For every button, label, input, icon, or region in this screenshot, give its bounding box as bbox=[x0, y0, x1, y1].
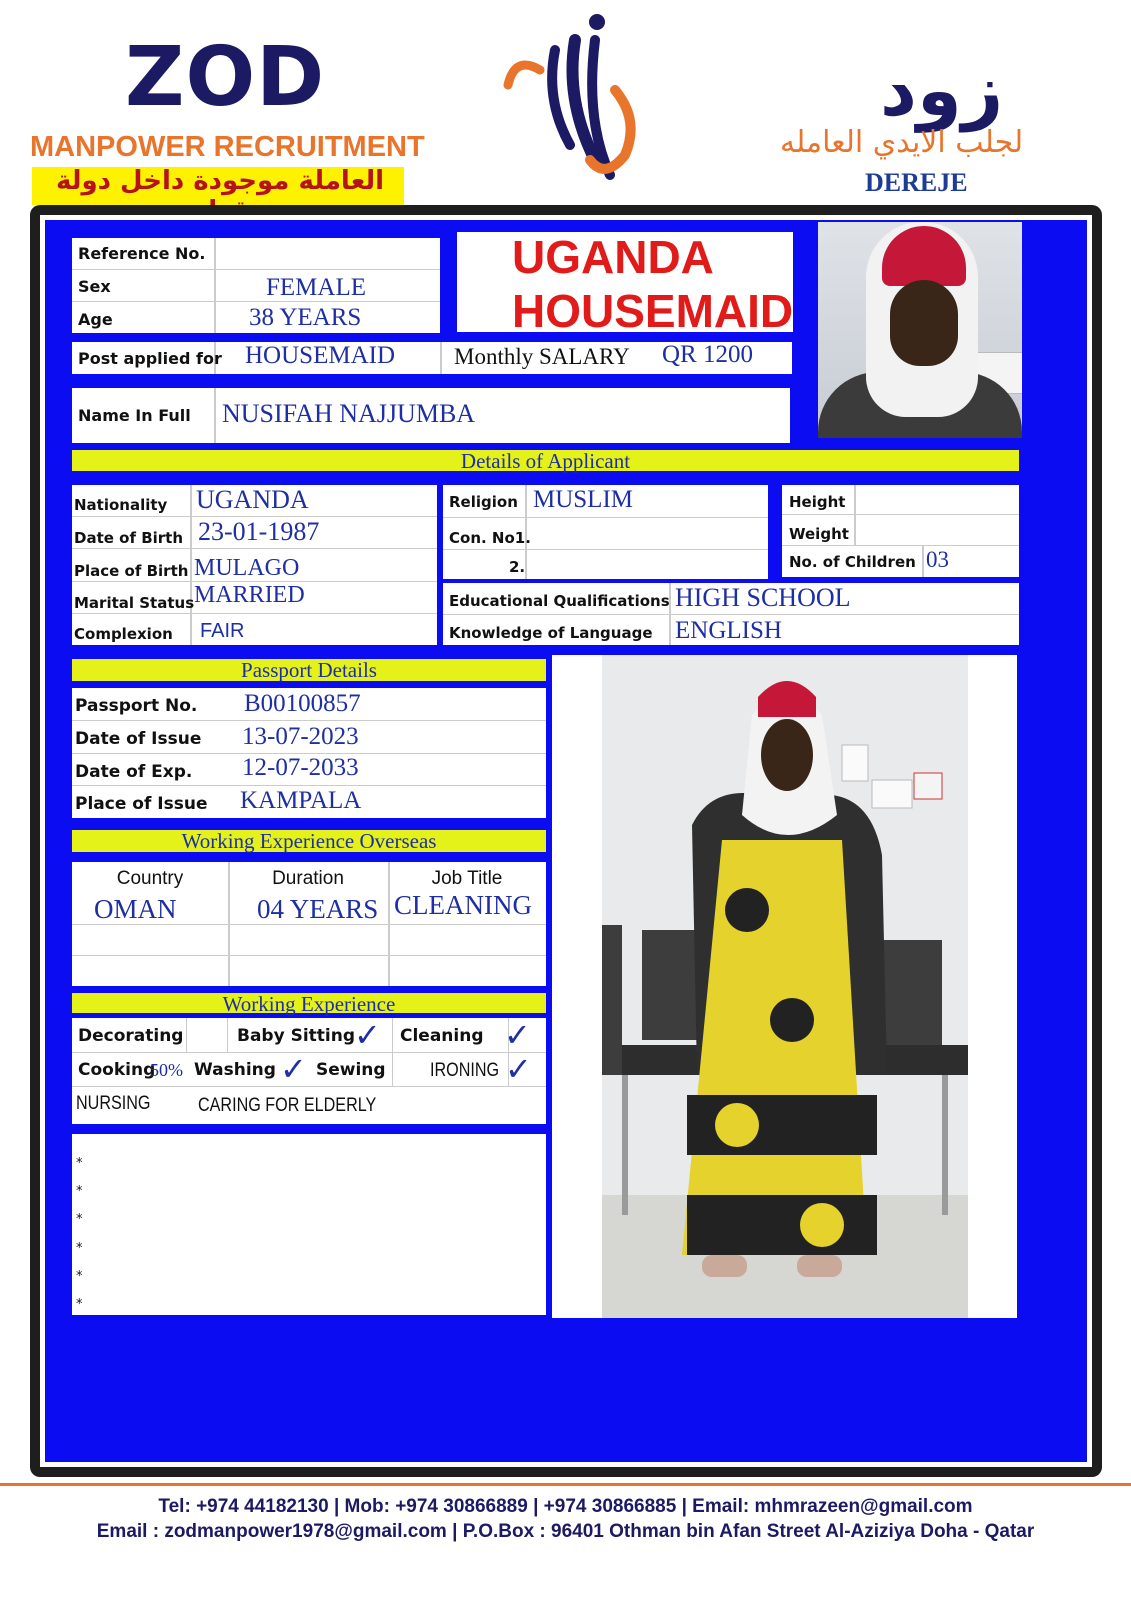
nationality-label: Nationality bbox=[74, 496, 168, 514]
name-row bbox=[72, 388, 790, 443]
column-header-duration: Duration bbox=[272, 868, 344, 889]
issue-date-label: Date of Issue bbox=[75, 729, 202, 749]
language-label: Knowledge of Language bbox=[449, 624, 653, 642]
divider bbox=[214, 388, 216, 443]
language-value: ENGLISH bbox=[675, 617, 782, 644]
age-value: 38 YEARS bbox=[249, 304, 362, 331]
age-label: Age bbox=[78, 310, 113, 329]
cleaning-check-icon: ✓ bbox=[504, 1016, 531, 1054]
divider bbox=[443, 614, 1019, 615]
brand-logo-text: ZOD bbox=[125, 30, 326, 125]
divider bbox=[72, 1052, 546, 1053]
skill-decorating: Decorating bbox=[78, 1026, 184, 1046]
religion-label: Religion bbox=[449, 493, 518, 511]
column-header-job-title: Job Title bbox=[431, 868, 503, 889]
divider bbox=[854, 485, 856, 545]
marital-value: MARRIED bbox=[194, 582, 305, 608]
salary-value: QR 1200 bbox=[662, 341, 753, 368]
salary-label: Monthly SALARY bbox=[454, 344, 630, 369]
note-bullet: * bbox=[76, 1269, 83, 1284]
ironing-check-icon: ✓ bbox=[505, 1050, 532, 1088]
title-position: HOUSEMAID bbox=[512, 285, 794, 337]
divider bbox=[190, 485, 192, 645]
physical-table bbox=[782, 485, 1019, 577]
divider bbox=[72, 301, 440, 302]
details-left-table bbox=[72, 485, 437, 645]
overseas-country: OMAN bbox=[94, 894, 177, 924]
complexion-label: Complexion bbox=[74, 625, 173, 643]
skill-washing: Washing bbox=[194, 1060, 276, 1080]
column-header-country: Country bbox=[116, 868, 184, 889]
reference-label: Reference No. bbox=[78, 244, 206, 263]
title-country: UGANDA bbox=[512, 231, 714, 283]
overseas-job-title: CLEANING bbox=[394, 890, 532, 920]
complexion-value: FAIR bbox=[200, 620, 245, 642]
note-bullet: * bbox=[76, 1156, 83, 1171]
footer-contact-line: Tel: +974 44182130 | Mob: +974 30866889 | +974 30866885 | Email: mhmrazeen@gmail.com bbox=[158, 1496, 973, 1517]
expiry-date-value: 12-07-2033 bbox=[242, 754, 359, 781]
arabic-note: العاملة موجودة داخل دولة bbox=[55, 166, 385, 196]
issue-date-value: 13-07-2023 bbox=[242, 723, 359, 750]
note-bullet: * bbox=[76, 1212, 83, 1227]
full-body-photo bbox=[602, 655, 968, 1318]
passport-no-value: B00100857 bbox=[244, 690, 361, 717]
cooking-percent: 50% bbox=[150, 1060, 183, 1080]
full-body-photo-frame bbox=[552, 655, 1017, 1318]
arabic-subtitle: لجلب الايدي العامله bbox=[780, 125, 1024, 160]
post-label: Post applied for bbox=[78, 349, 222, 368]
divider bbox=[922, 545, 924, 577]
sex-label: Sex bbox=[78, 277, 111, 296]
name-value: NUSIFAH NAJJUMBA bbox=[222, 399, 476, 428]
divider bbox=[72, 955, 546, 956]
skill-cooking: Cooking bbox=[78, 1060, 156, 1080]
issue-place-value: KAMPALA bbox=[240, 787, 362, 814]
skill-cleaning: Cleaning bbox=[400, 1026, 484, 1046]
skill-nursing: NURSING bbox=[76, 1093, 151, 1114]
details-heading: Details of Applicant bbox=[72, 450, 1019, 471]
portrait-photo bbox=[818, 222, 1022, 438]
overseas-duration: 04 YEARS bbox=[257, 894, 379, 924]
pob-value: MULAGO bbox=[194, 555, 300, 581]
education-table bbox=[443, 583, 1019, 645]
dob-value: 23-01-1987 bbox=[198, 517, 320, 546]
divider bbox=[443, 549, 768, 550]
skill-sewing: Sewing bbox=[316, 1060, 386, 1080]
brand-tagline: MANPOWER RECRUITMENT bbox=[30, 131, 425, 163]
note-bullet: * bbox=[76, 1184, 83, 1199]
footer-divider bbox=[0, 1483, 1131, 1486]
experience-heading: Working Experience bbox=[72, 993, 546, 1013]
identity-table bbox=[72, 238, 440, 333]
experience-table bbox=[72, 1018, 546, 1124]
dob-label: Date of Birth bbox=[74, 529, 184, 547]
divider bbox=[72, 548, 437, 549]
arabic-brand: زود bbox=[880, 48, 1004, 132]
divider bbox=[443, 517, 768, 518]
con2-label: 2. bbox=[509, 558, 526, 576]
sex-value: FEMALE bbox=[266, 274, 366, 301]
skill-caring-elderly: CARING FOR ELDERLY bbox=[198, 1095, 377, 1116]
pob-label: Place of Birth bbox=[74, 562, 189, 580]
passport-no-label: Passport No. bbox=[75, 696, 198, 716]
skill-baby-sitting: Baby Sitting bbox=[237, 1026, 356, 1046]
overseas-heading: Working Experience Overseas bbox=[72, 830, 546, 852]
note-bullet: * bbox=[76, 1297, 83, 1312]
religion-table bbox=[443, 485, 768, 579]
passport-table bbox=[72, 688, 546, 818]
footer-address-line: Email : zodmanpower1978@gmail.com | P.O.Box : 96401 Othman bin Afan Street Al-Aziziya Doha - Qatar bbox=[96, 1521, 1035, 1542]
issue-place-label: Place of Issue bbox=[75, 794, 208, 814]
dereje-label: DEREJE bbox=[865, 168, 968, 197]
divider bbox=[72, 613, 437, 614]
divider bbox=[214, 238, 216, 333]
note-bullet: * bbox=[76, 1241, 83, 1256]
notes-box bbox=[72, 1134, 546, 1315]
expiry-date-label: Date of Exp. bbox=[75, 762, 193, 782]
skill-ironing: IRONING bbox=[430, 1060, 500, 1081]
education-label: Educational Qualifications bbox=[449, 592, 670, 610]
divider bbox=[782, 545, 1019, 546]
title-box bbox=[457, 231, 794, 337]
name-label: Name In Full bbox=[78, 406, 191, 425]
post-value: HOUSEMAID bbox=[245, 342, 395, 369]
divider bbox=[440, 342, 442, 374]
divider bbox=[392, 1018, 393, 1086]
divider bbox=[227, 1018, 228, 1052]
con1-label: Con. No1. bbox=[449, 529, 531, 547]
children-value: 03 bbox=[926, 547, 949, 572]
religion-value: MUSLIM bbox=[533, 486, 634, 513]
weight-label: Weight bbox=[789, 525, 849, 543]
divider bbox=[72, 269, 440, 270]
divider bbox=[72, 785, 546, 786]
overseas-table bbox=[72, 862, 546, 986]
divider bbox=[782, 514, 1019, 515]
face-shape bbox=[890, 280, 958, 366]
nationality-value: UGANDA bbox=[196, 485, 309, 514]
divider bbox=[72, 1086, 546, 1087]
education-value: HIGH SCHOOL bbox=[675, 583, 851, 612]
children-label: No. of Children bbox=[789, 553, 916, 571]
baby-sitting-check-icon: ✓ bbox=[354, 1016, 381, 1054]
height-label: Height bbox=[789, 493, 846, 511]
marital-label: Marital Status bbox=[74, 594, 195, 612]
divider bbox=[72, 720, 546, 721]
post-row bbox=[72, 342, 792, 374]
passport-heading: Passport Details bbox=[72, 659, 546, 681]
washing-check-icon: ✓ bbox=[280, 1050, 307, 1088]
divider bbox=[186, 1018, 187, 1052]
brand-emblem-icon bbox=[500, 10, 650, 185]
